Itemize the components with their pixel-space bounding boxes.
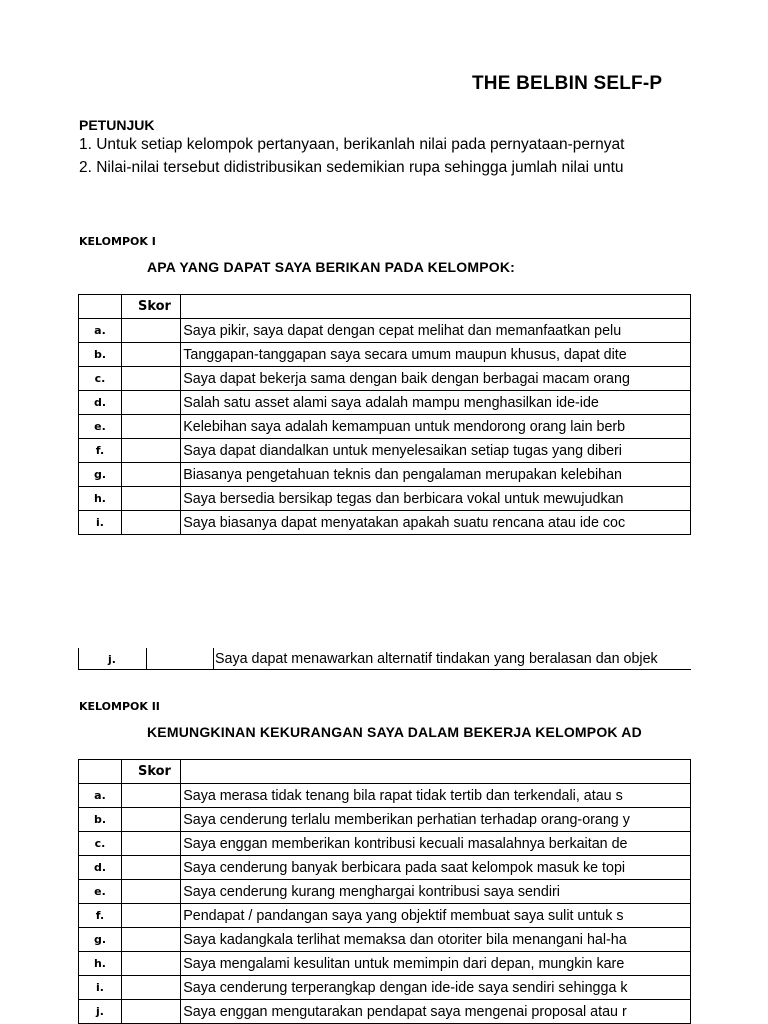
statement-text: Saya cenderung terlalu memberikan perhatian terhadap orang-orang y [181, 808, 691, 832]
score-cell[interactable] [121, 808, 180, 832]
score-cell[interactable] [121, 976, 180, 1000]
table-row [79, 463, 691, 487]
table-row [79, 415, 691, 439]
row-letter: i. [79, 976, 122, 1000]
table-row [79, 832, 691, 856]
table-row [79, 511, 691, 535]
skor-header: Skor [121, 295, 180, 319]
statement-text: Saya pikir, saya dapat dengan cepat melihat dan memanfaatkan pelu [181, 319, 691, 343]
table-row [79, 319, 691, 343]
score-cell[interactable] [121, 856, 180, 880]
instruction-line-2: 2. Nilai-nilai tersebut didistribusikan sedemikian rupa sehingga jumlah nilai untu [79, 159, 624, 176]
score-cell[interactable] [121, 904, 180, 928]
table-row [79, 976, 691, 1000]
row-letter: f. [79, 904, 122, 928]
score-cell[interactable] [121, 391, 180, 415]
score-cell[interactable] [121, 415, 180, 439]
group-2-label: KELOMPOK II [79, 700, 160, 713]
table-row [79, 439, 691, 463]
row-letter: d. [79, 391, 122, 415]
row-letter: e. [79, 415, 122, 439]
statement-text: Saya enggan memberikan kontribusi kecuali masalahnya berkaitan de [181, 832, 691, 856]
statement-text: Saya biasanya dapat menyatakan apakah suatu rencana atau ide coc [181, 511, 691, 535]
score-cell[interactable] [121, 487, 180, 511]
statement-text: Kelebihan saya adalah kemampuan untuk mendorong orang lain berb [181, 415, 691, 439]
row-letter: g. [79, 928, 122, 952]
statement-text: Saya mengalami kesulitan untuk memimpin dari depan, mungkin kare [181, 952, 691, 976]
row-letter: j. [79, 1000, 122, 1024]
statement-text: Saya enggan mengutarakan pendapat saya mengenai proposal atau r [181, 1000, 691, 1024]
score-cell[interactable] [121, 952, 180, 976]
table-row [79, 367, 691, 391]
table-row [79, 808, 691, 832]
statement-text: Saya cenderung banyak berbicara pada saat kelompok masuk ke topi [181, 856, 691, 880]
row-letter: a. [79, 784, 122, 808]
statement-text: Saya kadangkala terlihat memaksa dan otoriter bila menangani hal-ha [181, 928, 691, 952]
instructions-heading: PETUNJUK [79, 117, 155, 133]
score-cell[interactable] [121, 928, 180, 952]
statement-text: Saya dapat bekerja sama dengan baik dengan berbagai macam orang [181, 367, 691, 391]
skor-header: Skor [121, 760, 180, 784]
group-1-label: KELOMPOK I [79, 235, 156, 248]
row-letter: g. [79, 463, 122, 487]
statement-text: Biasanya pengetahuan teknis dan pengalaman merupakan kelebihan [181, 463, 691, 487]
statement-text: Saya cenderung terperangkap dengan ide-ide saya sendiri sehingga k [181, 976, 691, 1000]
table-row [79, 487, 691, 511]
table-row [79, 904, 691, 928]
row-letter: d. [79, 856, 122, 880]
group-1-heading: APA YANG DAPAT SAYA BERIKAN PADA KELOMPOK: [147, 259, 516, 275]
row-letter: b. [79, 343, 122, 367]
score-cell[interactable] [121, 511, 180, 535]
score-cell[interactable] [121, 1000, 180, 1024]
statement-text: Salah satu asset alami saya adalah mampu menghasilkan ide-ide [181, 391, 691, 415]
score-cell[interactable] [121, 784, 180, 808]
statement-text: Saya merasa tidak tenang bila rapat tidak tertib dan terkendali, atau s [181, 784, 691, 808]
table-row [79, 391, 691, 415]
statement-text: Tanggapan-tanggapan saya secara umum maupun khusus, dapat dite [181, 343, 691, 367]
statement-text: Saya dapat diandalkan untuk menyelesaikan setiap tugas yang diberi [181, 439, 691, 463]
statement-header-cell [181, 295, 691, 319]
score-cell[interactable] [121, 439, 180, 463]
row-j-divider-2 [213, 648, 214, 670]
row-letter: c. [79, 832, 122, 856]
statement-text: Saya dapat menawarkan alternatif tindakan yang beralasan dan objek [215, 651, 658, 667]
statement-header-cell [181, 760, 691, 784]
statement-text: Saya cenderung kurang menghargai kontribusi saya sendiri [181, 880, 691, 904]
table-row [79, 784, 691, 808]
row-letter: j. [108, 653, 116, 666]
group-1-row-j [78, 648, 691, 670]
table-row [79, 928, 691, 952]
letter-header-cell [79, 295, 122, 319]
row-letter: f. [79, 439, 122, 463]
score-cell[interactable] [121, 463, 180, 487]
row-letter: b. [79, 808, 122, 832]
score-cell[interactable] [147, 648, 213, 669]
table-row [79, 1000, 691, 1024]
table-row [79, 952, 691, 976]
score-cell[interactable] [121, 319, 180, 343]
score-cell[interactable] [121, 367, 180, 391]
statement-text: Saya bersedia bersikap tegas dan berbicara vokal untuk mewujudkan [181, 487, 691, 511]
letter-header-cell [79, 760, 122, 784]
row-letter: i. [79, 511, 122, 535]
score-cell[interactable] [121, 343, 180, 367]
row-letter: h. [79, 487, 122, 511]
table-row [79, 343, 691, 367]
row-letter: e. [79, 880, 122, 904]
group-1-table [78, 294, 691, 535]
table-header-row [79, 760, 691, 784]
row-letter: c. [79, 367, 122, 391]
score-cell[interactable] [121, 832, 180, 856]
page-title: THE BELBIN SELF-P [472, 73, 663, 94]
group-2-heading: KEMUNGKINAN KEKURANGAN SAYA DALAM BEKERJA KELOMPOK AD [147, 724, 642, 740]
group-2-table [78, 759, 691, 1024]
row-letter: a. [79, 319, 122, 343]
statement-text: Pendapat / pandangan saya yang objektif membuat saya sulit untuk s [181, 904, 691, 928]
table-row [79, 880, 691, 904]
row-letter: h. [79, 952, 122, 976]
score-cell[interactable] [121, 880, 180, 904]
row-j-bottom-border [78, 669, 691, 670]
table-row [79, 856, 691, 880]
instruction-line-1: 1. Untuk setiap kelompok pertanyaan, berikanlah nilai pada pernyataan-pernyat [79, 136, 625, 153]
table-header-row [79, 295, 691, 319]
